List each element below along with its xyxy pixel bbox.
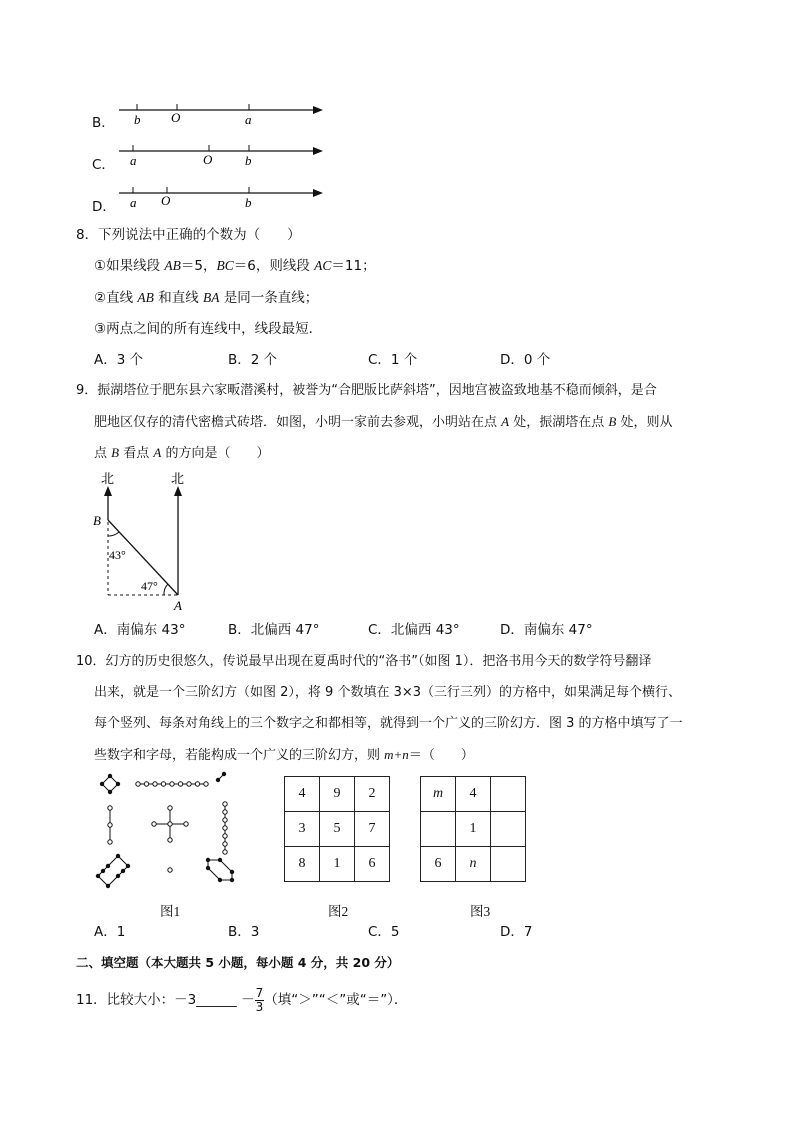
mark-b: b <box>134 112 141 127</box>
minus-sign: － <box>241 992 255 1008</box>
var-ba: BA <box>203 290 220 305</box>
q8-option-c: C．1 个 <box>368 352 418 368</box>
grid3-cell: 1 <box>456 812 491 847</box>
q8-statement-2 <box>94 288 318 308</box>
mark-a: a <box>130 195 137 210</box>
q10-option-b: B．3 <box>228 924 260 940</box>
q9-line-2 <box>94 412 672 433</box>
magic-square-figure-3 <box>420 776 526 882</box>
grid2-cell: 5 <box>320 812 355 847</box>
caption-figure-3: 图3 <box>470 904 491 919</box>
text: 和直线 <box>153 290 203 306</box>
number-line-d <box>115 181 330 213</box>
q10-line-2: 出来，就是一个三阶幻方（如图 2），将 9 个数填在 3×3（三行三列）的方格中，如果满足每个横行、 <box>94 685 682 700</box>
var-b: B <box>111 445 120 460</box>
q10-line-1: 10．幻方的历史很悠久，传说最早出现在夏禹时代的“洛书”（如图 1）．把洛书用今天的数学符号翻译 <box>76 654 652 669</box>
q8-statement-1 <box>94 256 376 276</box>
text: 肥地区仅存的清代密檐式砖塔．如图，小明一家前去参观，小明站在点 <box>94 415 502 430</box>
text: ＝11； <box>331 258 376 274</box>
text: 的方向是（ ） <box>161 446 270 461</box>
q10-option-a: A．1 <box>94 924 126 940</box>
grid3-cell <box>421 812 456 847</box>
mark-o: O <box>203 152 213 167</box>
option-label: D． <box>92 199 116 215</box>
text: ＝（ ） <box>408 748 474 763</box>
q9-option-c: C．北偏西 43° <box>368 622 460 638</box>
q8-statement-3: ③两点之间的所有连线中，线段最短． <box>94 321 323 337</box>
q10-line-4 <box>94 745 474 766</box>
q9-option-b: B．北偏西 47° <box>228 622 320 638</box>
var-bc: BC <box>216 258 234 273</box>
point-a-label: A <box>174 598 182 613</box>
text: （填“＞”“＜”或“＝”）． <box>264 992 408 1008</box>
mark-a: a <box>245 112 252 127</box>
var-a: A <box>153 445 162 460</box>
fraction-7-3 <box>255 987 265 1014</box>
text: 点 <box>94 446 112 461</box>
mark-a: a <box>130 153 137 168</box>
text: ＝5， <box>180 258 217 274</box>
grid3-cell: n <box>456 847 491 882</box>
var-ab: AB <box>164 258 181 273</box>
grid2-cell: 6 <box>355 847 390 882</box>
var-ab: AB <box>137 290 154 305</box>
text: ＝6，则线段 <box>233 258 315 274</box>
option-label: B． <box>92 115 115 131</box>
q8-option-d: D．0 个 <box>500 352 551 368</box>
q8-stem: 8．下列说法中正确的个数为（ ） <box>76 227 301 243</box>
q9-line-3 <box>94 443 269 464</box>
answer-blank: ______ <box>196 992 237 1008</box>
grid3-cell: 4 <box>456 777 491 812</box>
grid2-cell: 3 <box>285 812 320 847</box>
grid2-cell: 4 <box>285 777 320 812</box>
number-line-c <box>115 140 330 172</box>
grid3-cell <box>491 777 526 812</box>
grid2-cell: 9 <box>320 777 355 812</box>
q9-figure <box>88 470 203 615</box>
mark-o: O <box>171 110 181 125</box>
number-line-b <box>115 98 330 130</box>
angle-47-label: 47° <box>141 579 158 593</box>
fraction-numerator: 7 <box>255 985 264 1000</box>
grid2-cell: 8 <box>285 847 320 882</box>
grid2-cell: 7 <box>355 812 390 847</box>
expr-m-plus-n: m+n <box>384 747 409 762</box>
text: 看点 <box>119 446 154 461</box>
mark-o: O <box>161 193 171 208</box>
var-a: A <box>501 414 510 429</box>
q11 <box>76 985 407 1015</box>
point-b-label: B <box>93 513 101 528</box>
q9-option-d: D．南偏东 47° <box>500 622 593 638</box>
angle-43-label: 43° <box>109 548 126 562</box>
mark-b: b <box>245 195 252 210</box>
text: 些数字和字母，若能构成一个广义的三阶幻方，则 <box>94 748 385 763</box>
text: 处，振湖塔在点 <box>509 415 609 430</box>
q9-option-a: A．南偏东 43° <box>94 622 186 638</box>
text: ①如果线段 <box>94 258 165 274</box>
grid3-cell: 6 <box>421 847 456 882</box>
section-2-title: 二、填空题（本大题共 5 小题，每小题 4 分，共 20 分） <box>76 955 400 970</box>
var-ac: AC <box>314 258 332 273</box>
north-label-b: 北 <box>101 471 115 486</box>
grid3-cell <box>491 847 526 882</box>
q10-option-c: C．5 <box>368 924 400 940</box>
magic-square-figure-2 <box>284 776 390 882</box>
q9-line-1: 9．振湖塔位于肥东县六家畈潜溪村，被誉为“合肥版比萨斜塔”，因地宫被盗致地基不稳而倾斜，是合 <box>76 383 657 398</box>
caption-figure-1: 图1 <box>160 904 181 919</box>
north-label-a: 北 <box>171 471 185 486</box>
text: 11．比较大小：－3 <box>76 992 197 1008</box>
grid2-cell: 2 <box>355 777 390 812</box>
grid3-cell <box>491 812 526 847</box>
text: ②直线 <box>94 290 138 306</box>
option-label: C． <box>92 157 115 173</box>
fraction-denominator: 3 <box>255 999 264 1014</box>
caption-figure-2: 图2 <box>328 904 349 919</box>
text: 是同一条直线； <box>219 290 319 306</box>
grid3-cell: m <box>421 777 456 812</box>
text: 处，则从 <box>616 415 673 430</box>
q10-line-3: 每个竖列、每条对角线上的三个数字之和都相等，就得到一个广义的三阶幻方．图 3 的方格中填写了一 <box>94 716 683 731</box>
mark-b: b <box>245 153 252 168</box>
var-b: B <box>608 414 617 429</box>
grid2-cell: 1 <box>320 847 355 882</box>
q10-option-d: D．7 <box>500 924 533 940</box>
q8-option-b: B．2 个 <box>228 352 278 368</box>
q8-option-a: A．3 个 <box>94 352 144 368</box>
luoshu-figure <box>90 770 240 895</box>
